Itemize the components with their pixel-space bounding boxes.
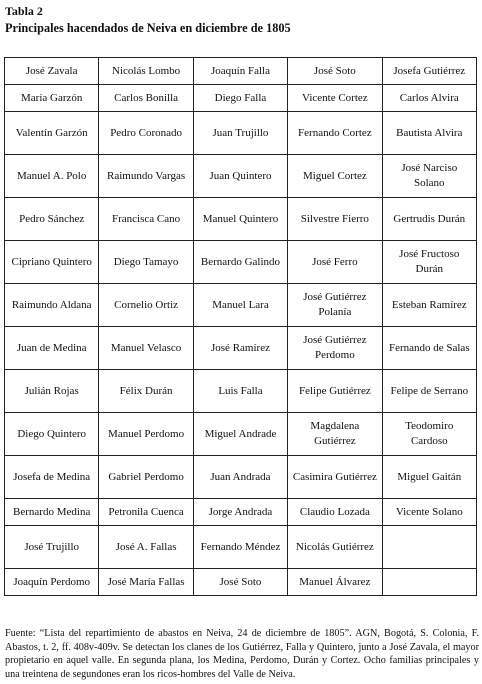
table-cell: Pedro Coronado — [99, 112, 193, 155]
table-cell: Raimundo Vargas — [99, 155, 193, 198]
table-row — [5, 241, 477, 284]
table-cell: Manuel A. Polo — [5, 155, 99, 198]
table-cell: Teodomiro Cardoso — [382, 413, 476, 456]
table-cell: Miguel Cortez — [288, 155, 382, 198]
table-cell: Felipe de Serrano — [382, 370, 476, 413]
table-cell: Juan Andrada — [193, 456, 287, 499]
table-cell: Nicolás Gutiérrez — [288, 526, 382, 569]
table-cell: José Ramírez — [193, 327, 287, 370]
table-caption: Principales hacendados de Neiva en diciembre de 1805 — [5, 21, 291, 35]
table-cell: Claudio Lozada — [288, 499, 382, 526]
source-note: Fuente: “Lista del repartimiento de abastos en Neiva, 24 de diciembre de 1805”. AGN, Bogotá, S. Colonia, F. Abastos, t. 2, ff. 408v-409v. Se detectan los clanes de los Gutiérrez, Falla y Quintero, junto a José Zavala, el mayor propietario en aquel valle. En segunda plana, los Medina, Perdomo, Durán y Cortez. Ocho familias principales y una treintena de segundones eran los ricos-hombres del Valle de Neiva. — [5, 628, 479, 680]
table-cell: Fernando Méndez — [193, 526, 287, 569]
table-cell: Silvestre Fierro — [288, 198, 382, 241]
table-cell: José Trujillo — [5, 526, 99, 569]
table-cell: José Soto — [193, 569, 287, 596]
table-cell: José Fructoso Durán — [382, 241, 476, 284]
table-cell: Felipe Gutiérrez — [288, 370, 382, 413]
table-cell: Julián Rojas — [5, 370, 99, 413]
table-cell: Esteban Ramírez — [382, 284, 476, 327]
table-cell: José A. Fallas — [99, 526, 193, 569]
table-cell: Cornelio Ortiz — [99, 284, 193, 327]
table-cell: José Gutiérrez Perdomo — [288, 327, 382, 370]
table-cell: Jorge Andrada — [193, 499, 287, 526]
table-cell — [382, 569, 476, 596]
table-cell: Juan Trujillo — [193, 112, 287, 155]
table-cell: José Soto — [288, 58, 382, 85]
table-cell: Carlos Alvira — [382, 85, 476, 112]
table-cell: Raimundo Aldana — [5, 284, 99, 327]
table-cell: José Gutiérrez Polanía — [288, 284, 382, 327]
table-cell: Nicolás Lombo — [99, 58, 193, 85]
table-cell: Casimira Gutiérrez — [288, 456, 382, 499]
table-row — [5, 155, 477, 198]
table-row — [5, 284, 477, 327]
table-cell: Diego Falla — [193, 85, 287, 112]
table-cell: Carlos Bonilla — [99, 85, 193, 112]
table-cell: Manuel Quintero — [193, 198, 287, 241]
table-cell: José Narciso Solano — [382, 155, 476, 198]
table-cell: Fernando Cortez — [288, 112, 382, 155]
table-cell — [382, 526, 476, 569]
table-cell: José Ferro — [288, 241, 382, 284]
table-cell: Bernardo Medina — [5, 499, 99, 526]
table-row — [5, 198, 477, 241]
table-cell: Bernardo Galindo — [193, 241, 287, 284]
landowners-table — [4, 57, 477, 596]
table-cell: Luis Falla — [193, 370, 287, 413]
table-label: Tabla 2 — [5, 4, 43, 18]
table-row — [5, 85, 477, 112]
table-cell: Diego Tamayo — [99, 241, 193, 284]
table-cell: Gertrudis Durán — [382, 198, 476, 241]
table-row — [5, 526, 477, 569]
table-row — [5, 456, 477, 499]
table-cell: Manuel Álvarez — [288, 569, 382, 596]
table-row — [5, 58, 477, 85]
table-cell: Manuel Perdomo — [99, 413, 193, 456]
table-cell: Manuel Lara — [193, 284, 287, 327]
table-cell: Josefa de Medina — [5, 456, 99, 499]
table-cell: Joaquín Falla — [193, 58, 287, 85]
table-cell: Gabriel Perdomo — [99, 456, 193, 499]
table-cell: Valentín Garzón — [5, 112, 99, 155]
table-row — [5, 112, 477, 155]
table-row — [5, 327, 477, 370]
table-heading — [5, 3, 291, 37]
table-cell: Magdalena Gutiérrez — [288, 413, 382, 456]
table-cell: Petronila Cuenca — [99, 499, 193, 526]
table-row — [5, 569, 477, 596]
table-cell: Fernando de Salas — [382, 327, 476, 370]
table-cell: Juan Quintero — [193, 155, 287, 198]
table-row — [5, 499, 477, 526]
table-cell: Francisca Cano — [99, 198, 193, 241]
table-cell: Joaquín Perdomo — [5, 569, 99, 596]
table-row — [5, 413, 477, 456]
table-cell: Vicente Cortez — [288, 85, 382, 112]
table-cell: Pedro Sánchez — [5, 198, 99, 241]
table-cell: Josefa Gutiérrez — [382, 58, 476, 85]
table-cell: Vicente Solano — [382, 499, 476, 526]
table-cell: María Garzón — [5, 85, 99, 112]
table-cell: Diego Quintero — [5, 413, 99, 456]
table-cell: Miguel Andrade — [193, 413, 287, 456]
table-cell: José María Fallas — [99, 569, 193, 596]
table-cell: Cipriano Quintero — [5, 241, 99, 284]
table-cell: Félix Durán — [99, 370, 193, 413]
table-cell: Manuel Velasco — [99, 327, 193, 370]
table-cell: Juan de Medina — [5, 327, 99, 370]
table-cell: Bautista Alvira — [382, 112, 476, 155]
table-cell: Miguel Gaitán — [382, 456, 476, 499]
table-cell: José Zavala — [5, 58, 99, 85]
table-row — [5, 370, 477, 413]
